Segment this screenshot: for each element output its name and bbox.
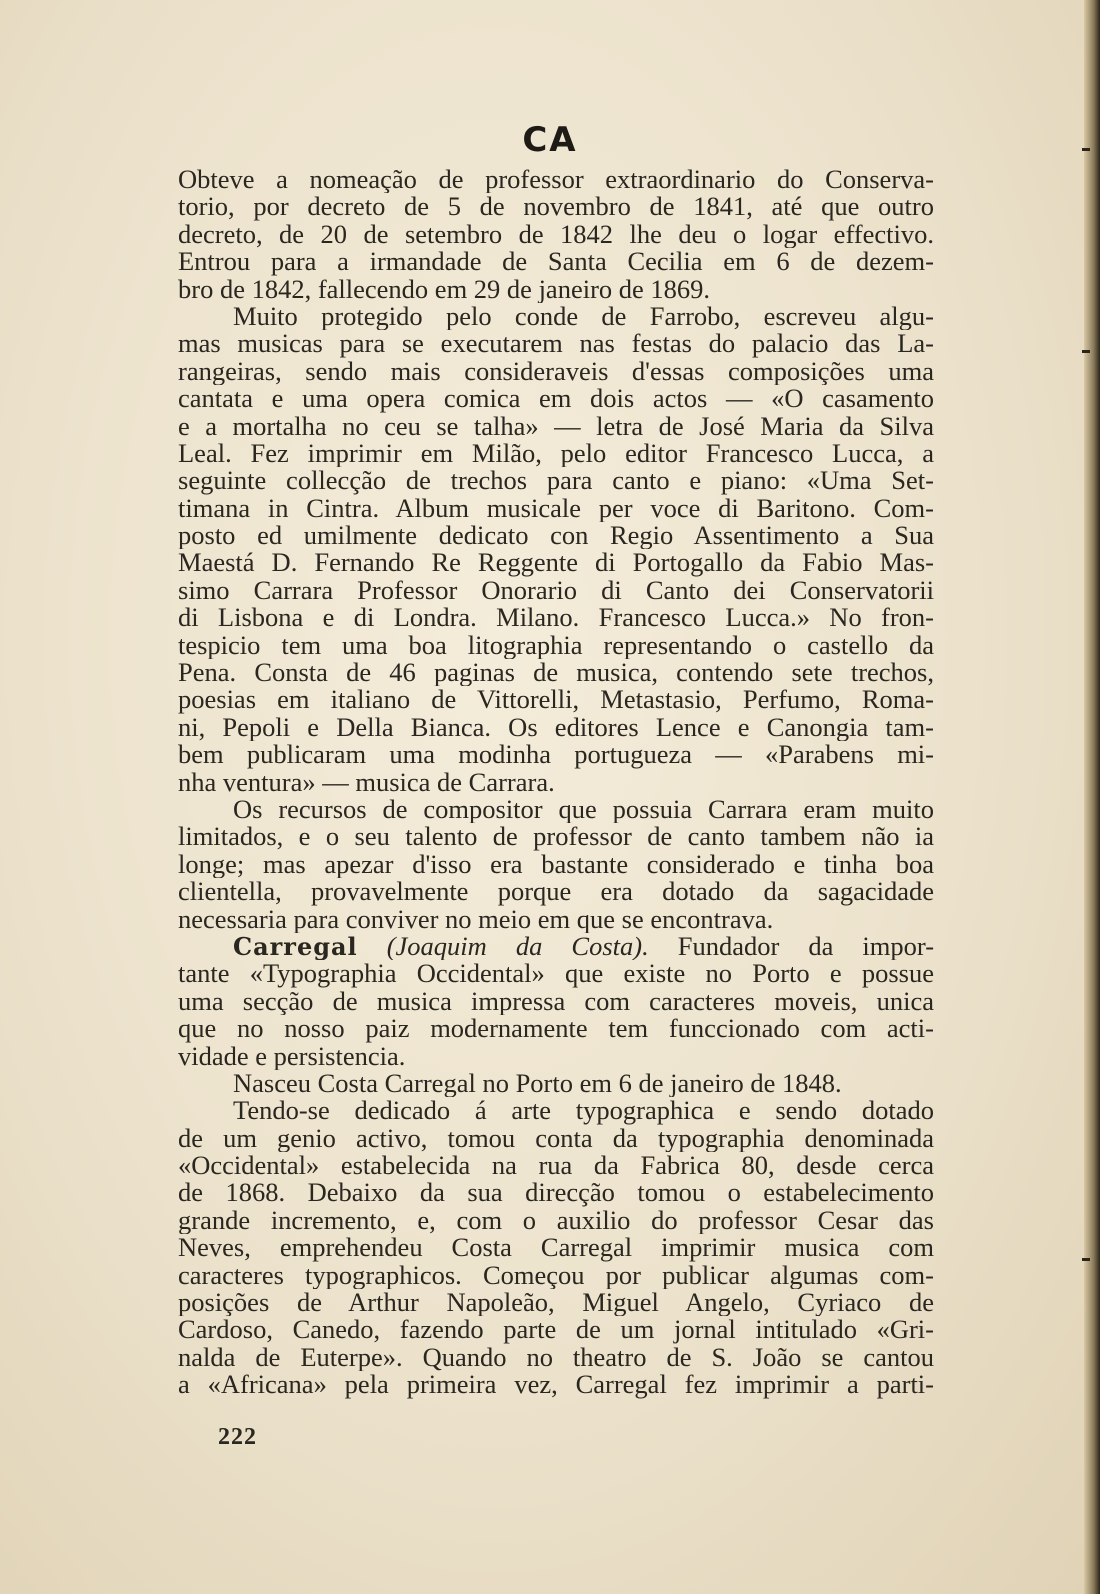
text-line: a «Africana» pela primeira vez, Carregal fez imprimir a parti- <box>178 1371 934 1399</box>
text-line: posições de Arthur Napoleão, Miguel Angelo, Cyriaco de <box>178 1289 934 1317</box>
text-line: Neves, emprehendeu Costa Carregal imprimir musica com <box>178 1234 934 1262</box>
text-line: timana in Cintra. Album musicale per voce di Baritono. Com- <box>178 494 934 523</box>
running-head: CA <box>522 120 578 160</box>
text-line: que no nosso paiz modernamente tem funccionado com acti- <box>178 1015 934 1043</box>
text-line: caracteres typographicos. Começou por publicar algumas com- <box>178 1261 934 1290</box>
text-line: di Lisbona e di Londra. Milano. Francesco Lucca.» No fron- <box>178 604 934 632</box>
text-line: limitados, e o seu talento de professor de canto tambem não ia <box>178 823 934 851</box>
entry-first-line-rest: Fundador da impor- <box>677 932 934 961</box>
text-line: tante «Typographia Occidental» que existe no Porto e possue <box>178 960 934 988</box>
text-line: de 1868. Debaixo da sua direcção tomou o estabelecimento <box>178 1179 934 1207</box>
body-text <box>178 166 934 1399</box>
text-line: cantata e uma opera comica em dois actos — «O casamento <box>178 385 934 413</box>
text-line: Obteve a nomeação de professor extraordinario do Conserva- <box>178 166 934 194</box>
text-line: bem publicaram uma modinha portugueza — «Parabens mi- <box>178 741 934 769</box>
text-line: Entrou para a irmandade de Santa Cecilia em 6 de dezem- <box>178 248 934 276</box>
text-line: Cardoso, Canedo, fazendo parte de um jornal intitulado «Gri- <box>178 1316 934 1344</box>
entry-name: Carregal <box>233 932 358 961</box>
text-line: torio, por decreto de 5 de novembro de 1841, até que outro <box>178 193 934 221</box>
text-line: Leal. Fez imprimir em Milão, pelo editor Francesco Lucca, a <box>178 439 934 468</box>
text-line: poesias em italiano de Vittorelli, Metastasio, Perfumo, Roma- <box>178 686 934 714</box>
edge-mark <box>1082 1258 1090 1261</box>
text-line: nalda de Euterpe». Quando no theatro de S. João se cantou <box>178 1343 934 1372</box>
book-spine-edge <box>1084 0 1100 1594</box>
text-line: «Occidental» estabelecida na rua da Fabrica 80, desde cerca <box>178 1152 934 1180</box>
text-line: posto ed umilmente dedicato con Regio Assentimento a Sua <box>178 522 934 550</box>
text-line: clientella, provavelmente porque era dotado da sagacidade <box>178 878 934 906</box>
text-line: uma secção de musica impressa com caracteres moveis, unica <box>178 987 934 1016</box>
edge-mark <box>1082 350 1090 353</box>
text-line: Maestá D. Fernando Re Reggente di Portogallo da Fabio Mas- <box>178 549 934 577</box>
text-line: Os recursos de compositor que possuia Carrara eram muito <box>233 795 934 824</box>
text-line: Pena. Consta de 46 paginas de musica, contendo sete trechos, <box>178 659 934 687</box>
text-line: longe; mas apezar d'isso era bastante considerado e tinha boa <box>178 850 934 879</box>
text-line: e a mortalha no ceu se talha» — letra de José Maria da Silva <box>178 412 934 440</box>
text-line: seguinte collecção de trechos para canto e piano: «Uma Set- <box>178 467 934 495</box>
text-line: Tendo-se dedicado á arte typographica e sendo dotado <box>233 1097 934 1125</box>
text-line: de um genio activo, tomou conta da typographia denominada <box>178 1124 934 1153</box>
text-line: decreto, de 20 de setembro de 1842 lhe deu o logar effectivo. <box>178 220 934 249</box>
entry-qualifier: (Joaquim da Costa). <box>386 932 649 961</box>
text-line: ni, Pepoli e Della Bianca. Os editores Lence e Canongia tam- <box>178 713 934 742</box>
text-line: tespicio tem uma boa litographia representando o castello da <box>178 631 934 660</box>
text-line: bro de 1842, fallecendo em 29 de janeiro de 1869. <box>178 275 711 303</box>
text-line: mas musicas para se executarem nas festas do palacio das La- <box>178 330 934 358</box>
text-line: vidade e persistencia. <box>178 1042 406 1070</box>
page-number: 222 <box>218 1424 257 1450</box>
text-line: simo Carrara Professor Onorario di Canto dei Conservatorii <box>178 576 934 605</box>
text-line: grande incremento, e, com o auxilio do professor Cesar das <box>178 1206 934 1235</box>
text-line: nha ventura» — musica de Carrara. <box>178 768 555 796</box>
text-line: rangeiras, sendo mais consideraveis d'essas composições uma <box>178 357 934 386</box>
entry-heading-line <box>178 933 934 960</box>
text-line: Nasceu Costa Carregal no Porto em 6 de janeiro de 1848. <box>233 1069 842 1098</box>
text-line: Muito protegido pelo conde de Farrobo, escreveu algu- <box>233 302 934 331</box>
text-line: necessaria para conviver no meio em que se encontrava. <box>178 905 774 933</box>
